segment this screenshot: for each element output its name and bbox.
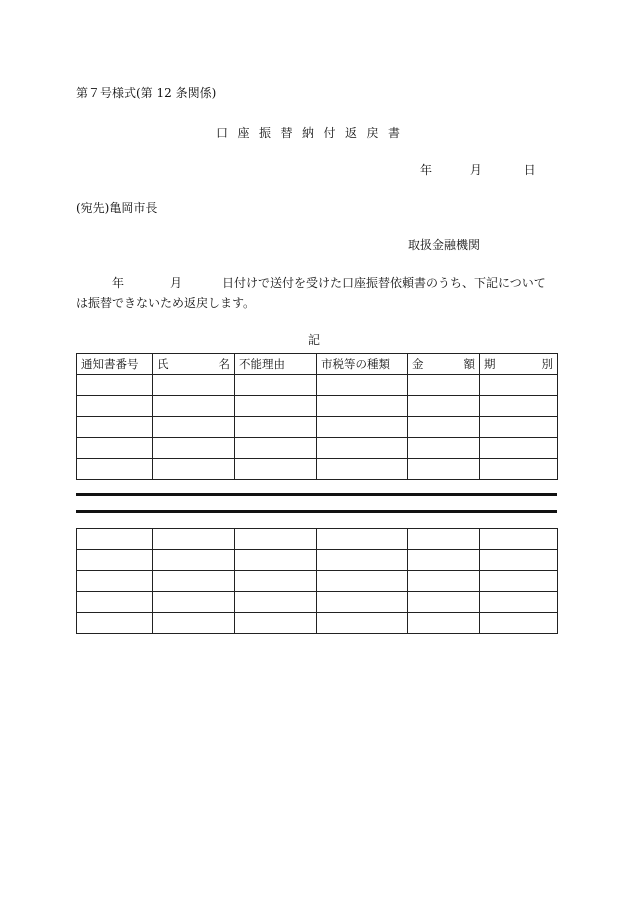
table-header-row: [77, 354, 558, 375]
date-line: [420, 161, 536, 178]
table-row: [77, 396, 558, 417]
header-reason: 不能理由: [235, 354, 317, 375]
table-row: [77, 529, 558, 550]
body-text: [76, 273, 556, 313]
document-title: 口座振替納付返戻書: [216, 126, 410, 140]
header-amount: 金 額: [408, 354, 480, 375]
table-row: [77, 375, 558, 396]
date-day: 日: [523, 163, 536, 177]
date-year: 年: [420, 163, 433, 177]
body-sentence: 日付けで送付を受けた口座振替依頼書のうち、下記については振替できないため返戻します。: [76, 276, 546, 310]
table-row: [77, 613, 558, 634]
header-notice-number: 通知書番号: [77, 354, 153, 375]
separator-line: [76, 510, 557, 513]
body-month: 月: [170, 276, 183, 290]
header-name: 氏 名: [153, 354, 235, 375]
ki-heading: 記: [308, 333, 321, 347]
table-row: [77, 592, 558, 613]
table-row: [77, 550, 558, 571]
addressee: (宛先)亀岡市長: [76, 201, 158, 215]
return-table-top: [76, 353, 558, 480]
return-table-bottom: [76, 528, 558, 634]
body-year: 年: [112, 276, 125, 290]
table-row: [77, 459, 558, 480]
separator-line: [76, 493, 557, 496]
header-tax-type: 市税等の種類: [317, 354, 408, 375]
date-month: 月: [469, 163, 482, 177]
table-row: [77, 417, 558, 438]
table-row: [77, 571, 558, 592]
header-period: 期 別: [480, 354, 558, 375]
form-number: 第７号様式(第 12 条関係): [76, 86, 217, 100]
table-row: [77, 438, 558, 459]
financial-institution: 取扱金融機関: [408, 238, 481, 252]
